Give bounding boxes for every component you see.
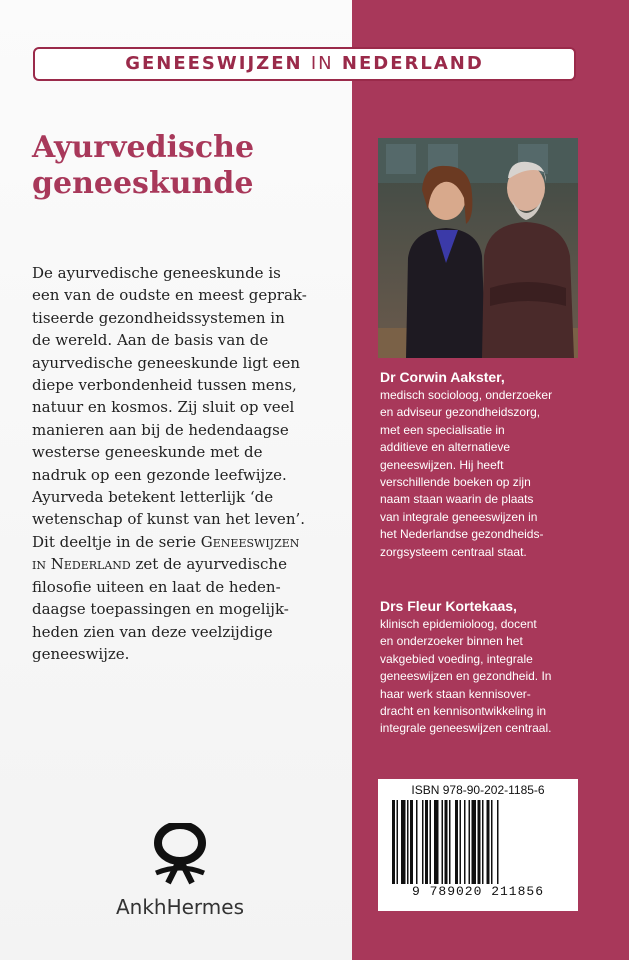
author-1-bio-line: additieve en alternatieve — [380, 440, 511, 455]
series-word-3: NEDERLAND — [341, 53, 484, 74]
barcode-digits: 9 789020 211856 — [411, 884, 545, 899]
author-2-bio-line: haar werk staan kennisover- — [380, 686, 531, 701]
blurb-series-post: zet de ayurvedische — [135, 555, 287, 574]
blurb-line: heden zien van deze veelzijdige — [32, 622, 273, 641]
author-2-bio-line: vakgebied voeding, integrale — [380, 651, 533, 666]
isbn-label: ISBN 978-90-202-1185-6 — [411, 783, 545, 797]
author-1-bio-line: en adviseur gezondheidszorg, — [380, 405, 541, 420]
blurb-line: wetenschap of kunst van het leven’. — [32, 510, 306, 529]
author-photo — [378, 138, 578, 358]
barcode-icon — [388, 800, 568, 884]
blurb-line: geneeswijze. — [32, 644, 130, 663]
blurb-series-pre: Dit deeltje in de serie — [32, 532, 196, 551]
author-1-bio-line: medisch socioloog, onderzoeker — [380, 388, 553, 402]
blurb-line: Ayurveda betekent letterlijk ‘de — [32, 488, 274, 507]
ankhhermes-logo-icon — [150, 823, 210, 889]
author-1-bio-line: van integrale geneeswijzen in — [380, 509, 538, 524]
author-2-bio-line: geneeswijzen en gezondheid. In — [380, 669, 552, 684]
blurb-line: De ayurvedische geneeskunde is — [32, 264, 281, 282]
blurb-line: tiseerde gezondheidssystemen in — [32, 308, 285, 327]
book-title — [32, 130, 342, 202]
author-1-bio-line: geneeswijzen. Hij heeft — [380, 457, 504, 472]
author-1-bio-line: zorgsysteem centraal staat. — [380, 544, 527, 559]
author-1-bio-line: met een specialisatie in — [380, 422, 505, 437]
barcode-box — [378, 779, 578, 911]
author-1-info — [380, 368, 585, 561]
title-line-1: Ayurvedische — [32, 130, 255, 165]
blurb-series-name-2: in Nederland — [32, 555, 131, 574]
blurb-line: ayurvedische geneeskunde ligt een — [32, 353, 301, 372]
blurb-line: natuur en kosmos. Zij sluit op veel — [32, 398, 295, 417]
series-word-1: GENEESWIJZEN — [125, 53, 303, 74]
series-banner — [33, 47, 576, 81]
blurb-line: een van de oudste en meest geprak- — [32, 286, 307, 305]
title-line-2: geneeskunde — [32, 166, 254, 201]
blurb-line: nadruk op een gezonde leefwijze. — [32, 465, 287, 484]
author-2-bio-line: integrale geneeswijzen centraal. — [380, 721, 552, 736]
blurb-line: de wereld. Aan de basis van de — [32, 331, 269, 350]
blurb-line — [32, 531, 350, 553]
blurb-line: filosofie uiteen en laat de heden- — [32, 577, 281, 596]
author-2-bio-line: dracht en kennisontwikkeling in — [380, 704, 547, 719]
blurb-line: manieren aan bij de hedendaagse — [32, 420, 289, 439]
author-2-info — [380, 597, 585, 738]
author-1-bio-line: verschillende boeken op zijn — [380, 475, 531, 490]
author-1-name: Dr Corwin Aakster, — [380, 369, 505, 385]
author-1-bio-line: naam staan waarin de plaats — [380, 492, 534, 507]
blurb-line — [32, 553, 350, 575]
series-word-2: IN — [310, 53, 334, 74]
blurb-line: westerse geneeskunde met de — [32, 443, 263, 462]
author-2-name: Drs Fleur Kortekaas, — [380, 598, 517, 614]
author-2-bio-line: en onderzoeker binnen het — [380, 634, 523, 649]
book-blurb — [32, 262, 350, 665]
author-2-bio-line: klinisch epidemioloog, docent — [380, 617, 537, 631]
author-1-bio-line: het Nederlandse gezondheids- — [380, 527, 544, 542]
blurb-line: daagse toepassingen en mogelijk- — [32, 600, 289, 619]
publisher-name: AnkhHermes — [115, 895, 245, 919]
blurb-line: diepe verbondenheid tussen mens, — [32, 376, 297, 395]
blurb-series-name-1: Geneeswijzen — [200, 532, 300, 551]
